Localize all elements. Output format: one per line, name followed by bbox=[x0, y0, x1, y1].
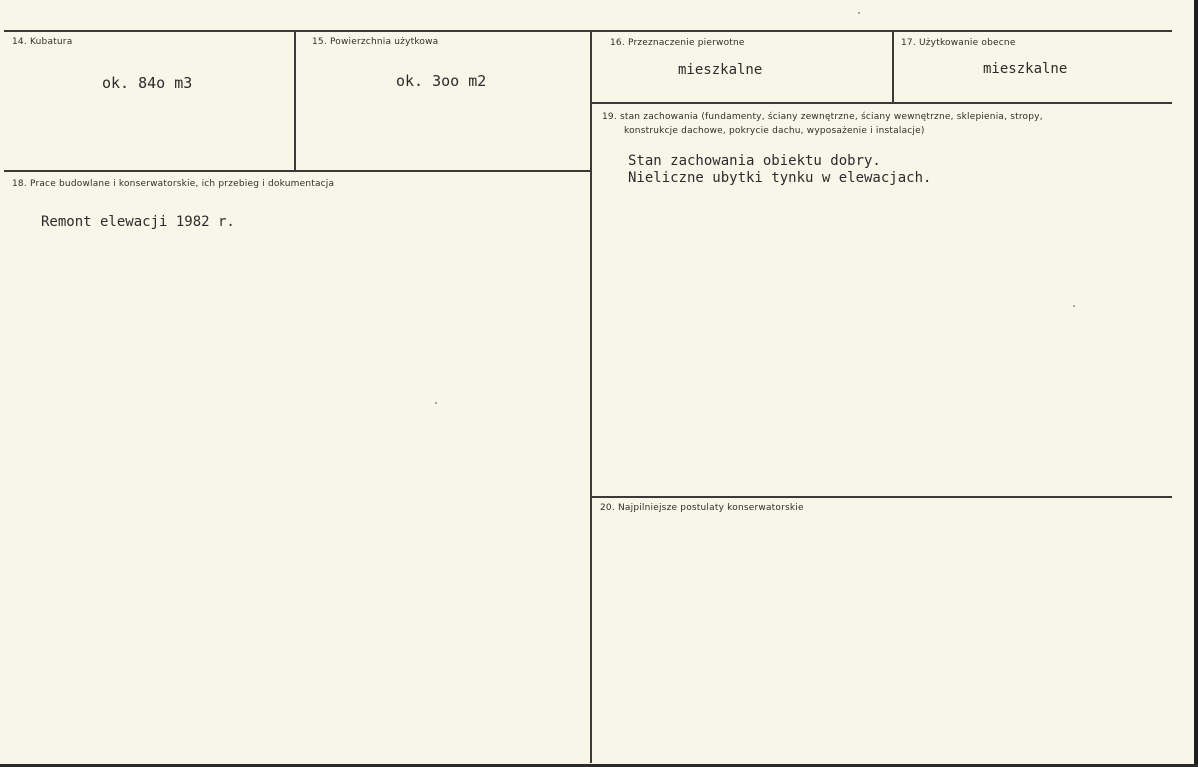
center-divider bbox=[590, 31, 592, 763]
field-18-label: 18. Prace budowlane i konserwatorskie, ich przebieg i dokumentacja bbox=[12, 179, 335, 189]
field-16-label: 16. Przeznaczenie pierwotne bbox=[610, 38, 745, 48]
scan-edge-right bbox=[1194, 0, 1198, 767]
row1-right-bottom-rule bbox=[592, 102, 1172, 104]
field19-bottom-rule bbox=[592, 496, 1172, 498]
scan-speck bbox=[435, 402, 437, 404]
field-19-value-line1: Stan zachowania obiektu dobry. bbox=[628, 153, 881, 169]
field-15-value: ok. 3oo m2 bbox=[396, 72, 487, 90]
row1-left-bottom-rule bbox=[4, 170, 592, 172]
top-rule bbox=[4, 30, 1172, 32]
field-17-label: 17. Użytkowanie obecne bbox=[901, 38, 1016, 48]
field-19-label-line2: konstrukcje dachowe, pokrycie dachu, wyposażenie i instalacje) bbox=[624, 126, 925, 136]
field-16-value: mieszkalne bbox=[678, 62, 763, 78]
field-18-value: Remont elewacji 1982 r. bbox=[41, 214, 235, 230]
field-14-label: 14. Kubatura bbox=[12, 37, 73, 47]
field-19-label-line1: 19. stan zachowania (fundamenty, ściany zewnętrzne, ściany wewnętrzne, sklepienia, stropy, bbox=[602, 112, 1043, 122]
divider-14-15 bbox=[294, 31, 296, 171]
field-15-label: 15. Powierzchnia użytkowa bbox=[312, 37, 439, 47]
divider-16-17 bbox=[892, 31, 894, 103]
field-14-value: ok. 84o m3 bbox=[102, 74, 193, 92]
scan-speck bbox=[1073, 305, 1075, 307]
field-17-value: mieszkalne bbox=[983, 61, 1068, 77]
scan-speck bbox=[858, 12, 860, 14]
field-20-label: 20. Najpilniejsze postulaty konserwatorskie bbox=[600, 503, 804, 513]
field-19-value-line2: Nieliczne ubytki tynku w elewacjach. bbox=[628, 170, 932, 186]
